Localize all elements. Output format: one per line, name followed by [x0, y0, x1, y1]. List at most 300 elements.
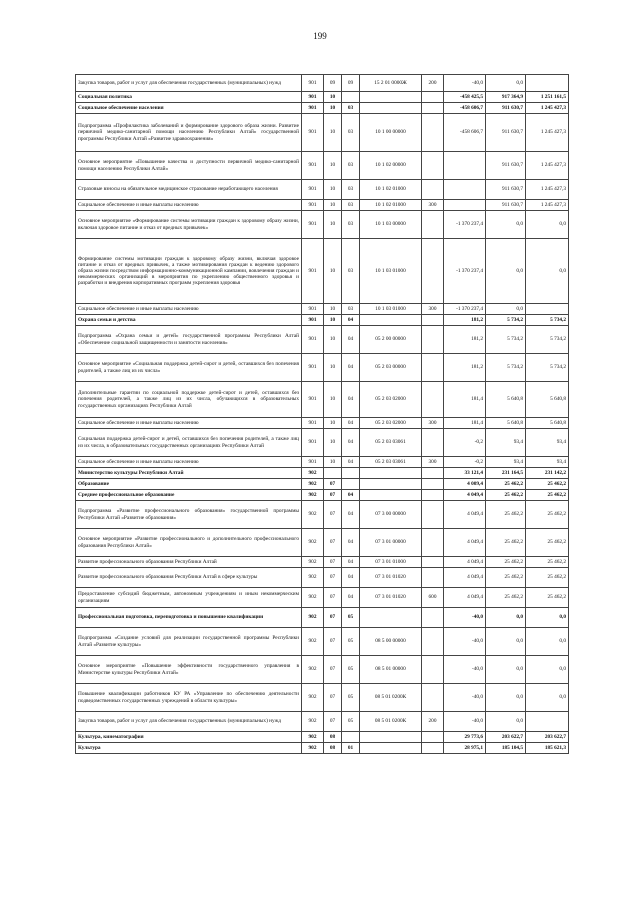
row-value-1-cell: -458 425,5 [444, 92, 486, 103]
row-ved-cell: 902 [302, 684, 324, 712]
row-value-2-cell: 0,0 [486, 712, 526, 732]
row-ved-cell: 901 [302, 92, 324, 103]
row-csr-cell [360, 732, 422, 743]
row-ved-cell: 901 [302, 457, 324, 468]
row-rz-cell: 10 [324, 315, 342, 326]
row-name-cell: Дополнительные гарантии по социальной поддержке детей-сирот и детей, оставшихся без попечения родителей, а также лиц из их числа, обучающихся в образовательных государственных организациях Республики Алтай [76, 382, 302, 418]
row-csr-cell: 10 1 00 00000 [360, 114, 422, 152]
row-value-2-cell: 911 630,7 [486, 103, 526, 114]
row-ved-cell: 901 [302, 429, 324, 457]
row-name-cell: Подпрограмма «Профилактика заболеваний и формирование здорового образа жизни. Развитие первичной медико-санитарной помощи населению Республики Алтай» государственной программы Республики Алтай «Развитие здравоохранения» [76, 114, 302, 152]
row-csr-cell: 07 3 01 00000 [360, 529, 422, 557]
row-value-1-cell: 4 049,4 [444, 568, 486, 588]
row-pr-cell: 03 [342, 152, 360, 180]
row-csr-cell: 05 2 03 03061 [360, 429, 422, 457]
row-vr-cell [422, 684, 444, 712]
page-number: 199 [313, 31, 327, 41]
row-vr-cell [422, 211, 444, 239]
row-value-1-cell: 181,4 [444, 418, 486, 429]
row-value-1-cell: -40,0 [444, 656, 486, 684]
row-value-1-cell: -0,2 [444, 457, 486, 468]
row-vr-cell: 200 [422, 75, 444, 92]
row-rz-cell: 07 [324, 557, 342, 568]
table-row [76, 712, 569, 732]
row-value-1-cell: -1 370 237,4 [444, 239, 486, 304]
row-name-cell: Основное мероприятие «Развитие профессионального и дополнительного профессионального образования Республики Алтай» [76, 529, 302, 557]
row-pr-cell: 05 [342, 712, 360, 732]
row-csr-cell: 05 2 00 00000 [360, 326, 422, 354]
row-rz-cell: 10 [324, 429, 342, 457]
row-value-3-cell: 5 734,2 [526, 315, 569, 326]
row-value-2-cell: 185 104,5 [486, 743, 526, 754]
row-ved-cell: 901 [302, 152, 324, 180]
row-rz-cell: 10 [324, 354, 342, 382]
row-value-2-cell: 0,0 [486, 304, 526, 315]
row-pr-cell [342, 468, 360, 479]
table-row [76, 743, 569, 754]
row-pr-cell: 05 [342, 656, 360, 684]
row-vr-cell [422, 608, 444, 628]
table-row [76, 429, 569, 457]
row-value-1-cell [444, 180, 486, 200]
row-csr-cell [360, 92, 422, 103]
row-value-2-cell: 0,0 [486, 239, 526, 304]
row-ved-cell: 902 [302, 743, 324, 754]
table-row [76, 326, 569, 354]
table-row [76, 479, 569, 490]
row-value-3-cell: 5 640,8 [526, 382, 569, 418]
row-csr-cell: 10 1 02 01000 [360, 180, 422, 200]
row-rz-cell: 10 [324, 211, 342, 239]
budget-table [75, 74, 569, 754]
row-rz-cell: 07 [324, 588, 342, 608]
table-row [76, 656, 569, 684]
row-rz-cell: 10 [324, 200, 342, 211]
row-ved-cell: 901 [302, 315, 324, 326]
row-vr-cell: 200 [422, 712, 444, 732]
row-value-3-cell [526, 75, 569, 92]
row-rz-cell: 08 [324, 732, 342, 743]
row-vr-cell [422, 656, 444, 684]
row-ved-cell: 901 [302, 200, 324, 211]
table-row [76, 114, 569, 152]
table-row [76, 732, 569, 743]
row-value-2-cell: 911 630,7 [486, 180, 526, 200]
row-vr-cell [422, 568, 444, 588]
row-value-1-cell: 4 049,4 [444, 557, 486, 568]
row-ved-cell: 902 [302, 501, 324, 529]
row-vr-cell [422, 557, 444, 568]
row-vr-cell [422, 180, 444, 200]
row-value-2-cell: 911 630,7 [486, 200, 526, 211]
row-vr-cell: 300 [422, 304, 444, 315]
row-ved-cell: 901 [302, 180, 324, 200]
row-value-3-cell: 1 245 427,3 [526, 200, 569, 211]
row-ved-cell: 901 [302, 354, 324, 382]
row-ved-cell: 902 [302, 557, 324, 568]
row-ved-cell: 901 [302, 239, 324, 304]
table-row [76, 382, 569, 418]
row-rz-cell: 07 [324, 608, 342, 628]
table-row [76, 557, 569, 568]
row-value-1-cell: -40,0 [444, 608, 486, 628]
row-pr-cell: 05 [342, 684, 360, 712]
row-rz-cell: 10 [324, 304, 342, 315]
row-name-cell: Закупка товаров, работ и услуг для обеспечения государственных (муниципальных) нужд [76, 75, 302, 92]
row-value-3-cell [526, 712, 569, 732]
row-vr-cell [422, 326, 444, 354]
row-ved-cell: 902 [302, 490, 324, 501]
row-value-3-cell: 5 640,8 [526, 418, 569, 429]
row-pr-cell: 04 [342, 315, 360, 326]
row-value-2-cell: 917 364,9 [486, 92, 526, 103]
row-ved-cell: 902 [302, 479, 324, 490]
row-value-2-cell: 25 462,2 [486, 568, 526, 588]
table-row [76, 200, 569, 211]
row-value-1-cell: 4 049,4 [444, 490, 486, 501]
row-name-cell: Социальное обеспечение населения [76, 103, 302, 114]
table-row [76, 92, 569, 103]
row-rz-cell: 10 [324, 103, 342, 114]
row-name-cell: Среднее профессиональное образование [76, 490, 302, 501]
row-vr-cell [422, 743, 444, 754]
row-rz-cell: 07 [324, 529, 342, 557]
table-row [76, 103, 569, 114]
row-name-cell: Социальное обеспечение и иные выплаты населению [76, 418, 302, 429]
row-name-cell: Подпрограмма «Охрана семьи и детей» государственной программы Республики Алтай «Обеспечение социальной защищенности и занятости населения» [76, 326, 302, 354]
row-value-1-cell: -40,0 [444, 628, 486, 656]
row-csr-cell: 07 3 00 00000 [360, 501, 422, 529]
row-name-cell: Основное мероприятие «Социальная поддержка детей-сирот и детей, оставшихся без попечения родителей, а также лиц из их числа» [76, 354, 302, 382]
row-vr-cell [422, 92, 444, 103]
row-pr-cell [342, 732, 360, 743]
row-csr-cell: 10 1 02 00000 [360, 152, 422, 180]
row-csr-cell: 10 1 03 01000 [360, 239, 422, 304]
row-value-1-cell: 4 009,4 [444, 479, 486, 490]
row-vr-cell [422, 152, 444, 180]
row-ved-cell: 902 [302, 608, 324, 628]
row-value-1-cell: 28 975,1 [444, 743, 486, 754]
row-value-1-cell [444, 152, 486, 180]
row-ved-cell: 901 [302, 75, 324, 92]
row-value-1-cell: 4 049,4 [444, 588, 486, 608]
row-rz-cell: 10 [324, 92, 342, 103]
row-name-cell: Развитие профессионального образования Республики Алтай [76, 557, 302, 568]
row-csr-cell: 08 5 01 0200К [360, 712, 422, 732]
row-value-2-cell: 5 734,2 [486, 354, 526, 382]
row-value-3-cell: 231 142,2 [526, 468, 569, 479]
row-value-2-cell: 0,0 [486, 684, 526, 712]
row-ved-cell: 902 [302, 628, 324, 656]
row-ved-cell: 902 [302, 588, 324, 608]
row-pr-cell [342, 92, 360, 103]
row-value-1-cell: 33 121,4 [444, 468, 486, 479]
row-csr-cell: 07 3 01 01000 [360, 557, 422, 568]
row-pr-cell: 04 [342, 529, 360, 557]
row-value-3-cell: 1 245 427,3 [526, 103, 569, 114]
row-ved-cell: 901 [302, 304, 324, 315]
row-value-1-cell: 181,4 [444, 382, 486, 418]
row-value-3-cell: 1 245 427,3 [526, 114, 569, 152]
row-pr-cell: 04 [342, 457, 360, 468]
row-pr-cell: 03 [342, 304, 360, 315]
row-name-cell: Повышение квалификации работников КУ РА «Управление по обеспечению деятельности подведомственных государственных учреждений в области культуры» [76, 684, 302, 712]
row-rz-cell: 07 [324, 490, 342, 501]
row-value-1-cell: -40,0 [444, 712, 486, 732]
row-rz-cell: 07 [324, 712, 342, 732]
row-csr-cell: 15 2 01 0000Ж [360, 75, 422, 92]
table-row [76, 239, 569, 304]
table-row [76, 180, 569, 200]
row-csr-cell: 05 2 03 03061 [360, 457, 422, 468]
row-value-1-cell: 4 049,4 [444, 501, 486, 529]
row-rz-cell: 10 [324, 239, 342, 304]
row-value-3-cell: 185 621,3 [526, 743, 569, 754]
row-value-2-cell: 25 462,2 [486, 501, 526, 529]
row-rz-cell: 08 [324, 743, 342, 754]
row-value-1-cell: 4 049,4 [444, 529, 486, 557]
table-row [76, 684, 569, 712]
row-rz-cell: 10 [324, 418, 342, 429]
row-csr-cell: 05 2 03 02000 [360, 418, 422, 429]
row-value-2-cell: 5 640,8 [486, 418, 526, 429]
row-value-2-cell: 0,0 [486, 656, 526, 684]
row-vr-cell [422, 732, 444, 743]
budget-table-body [76, 75, 569, 754]
row-ved-cell: 901 [302, 211, 324, 239]
row-name-cell: Развитие профессионального образования Республики Алтай в сфере культуры [76, 568, 302, 588]
row-name-cell: Предоставление субсидий бюджетным, автономным учреждениям и иным некоммерческим организациям [76, 588, 302, 608]
row-ved-cell: 901 [302, 382, 324, 418]
row-value-2-cell: 0,0 [486, 608, 526, 628]
row-value-1-cell: -0,2 [444, 429, 486, 457]
table-row [76, 75, 569, 92]
row-value-3-cell: 0,0 [526, 628, 569, 656]
row-value-2-cell: 25 462,2 [486, 588, 526, 608]
row-value-2-cell: 93,4 [486, 457, 526, 468]
row-value-1-cell: -458 606,7 [444, 114, 486, 152]
row-ved-cell: 901 [302, 418, 324, 429]
row-vr-cell: 300 [422, 418, 444, 429]
row-rz-cell: 07 [324, 501, 342, 529]
row-rz-cell: 07 [324, 684, 342, 712]
row-csr-cell [360, 315, 422, 326]
row-name-cell: Основное мероприятие «Формирование системы мотивации граждан к здоровому образу жизни, включая здоровое питание и отказ от вредных привычек» [76, 211, 302, 239]
row-value-2-cell: 5 734,2 [486, 315, 526, 326]
row-pr-cell: 04 [342, 568, 360, 588]
row-csr-cell: 05 2 03 00000 [360, 354, 422, 382]
row-vr-cell [422, 429, 444, 457]
row-value-1-cell: -1 370 237,4 [444, 304, 486, 315]
row-name-cell: Культура, кинематография [76, 732, 302, 743]
row-value-2-cell: 5 640,8 [486, 382, 526, 418]
row-csr-cell [360, 468, 422, 479]
row-ved-cell: 902 [302, 529, 324, 557]
row-rz-cell: 07 [324, 656, 342, 684]
row-value-3-cell [526, 304, 569, 315]
row-rz-cell: 09 [324, 75, 342, 92]
row-rz-cell: 07 [324, 479, 342, 490]
table-row [76, 568, 569, 588]
table-row [76, 501, 569, 529]
row-value-3-cell: 0,0 [526, 684, 569, 712]
row-csr-cell: 07 3 01 01020 [360, 568, 422, 588]
row-value-2-cell: 0,0 [486, 211, 526, 239]
row-vr-cell [422, 382, 444, 418]
row-value-1-cell: -40,0 [444, 75, 486, 92]
row-value-2-cell: 5 734,2 [486, 326, 526, 354]
row-pr-cell: 05 [342, 608, 360, 628]
row-value-1-cell: -40,0 [444, 684, 486, 712]
row-value-3-cell: 203 622,7 [526, 732, 569, 743]
row-rz-cell: 07 [324, 628, 342, 656]
row-name-cell: Культура [76, 743, 302, 754]
row-value-3-cell: 0,0 [526, 239, 569, 304]
row-value-1-cell: 181,2 [444, 326, 486, 354]
row-csr-cell: 10 1 03 00000 [360, 211, 422, 239]
row-name-cell: Охрана семьи и детства [76, 315, 302, 326]
row-vr-cell [422, 354, 444, 382]
row-csr-cell [360, 103, 422, 114]
row-value-3-cell: 25 462,2 [526, 490, 569, 501]
row-vr-cell [422, 501, 444, 529]
row-csr-cell: 10 1 02 01000 [360, 200, 422, 211]
row-vr-cell [422, 479, 444, 490]
table-row [76, 457, 569, 468]
row-pr-cell: 04 [342, 418, 360, 429]
row-value-3-cell: 25 462,2 [526, 588, 569, 608]
row-rz-cell: 10 [324, 180, 342, 200]
row-pr-cell: 04 [342, 501, 360, 529]
row-name-cell: Подпрограмма «Создание условий для реализации государственной программы Республики Алтай «Развитие культуры» [76, 628, 302, 656]
row-name-cell: Министерство культуры Республики Алтай [76, 468, 302, 479]
row-value-1-cell: -458 606,7 [444, 103, 486, 114]
row-rz-cell: 10 [324, 457, 342, 468]
table-row [76, 211, 569, 239]
row-csr-cell [360, 479, 422, 490]
row-name-cell: Формирование системы мотивации граждан к здоровому образу жизни, включая здоровое питание и отказ от вредных привычек, а также мотивирования граждан к ведению здорового образа жизни посредством информационно-коммуникационной кампании, вовлечения граждан и некоммерческих организаций в мероприятия по укреплению общественного здоровья и разработки и внедрения корпоративных программ укрепления здоровья [76, 239, 302, 304]
row-pr-cell: 04 [342, 382, 360, 418]
row-pr-cell: 03 [342, 239, 360, 304]
row-vr-cell: 600 [422, 588, 444, 608]
row-value-3-cell: 25 462,2 [526, 557, 569, 568]
row-value-2-cell: 0,0 [486, 628, 526, 656]
row-pr-cell: 05 [342, 628, 360, 656]
row-csr-cell: 08 5 01 0200К [360, 684, 422, 712]
row-pr-cell [342, 479, 360, 490]
row-name-cell: Социальная политика [76, 92, 302, 103]
row-name-cell: Социальное обеспечение и иные выплаты населению [76, 457, 302, 468]
row-csr-cell [360, 608, 422, 628]
row-rz-cell [324, 468, 342, 479]
row-pr-cell: 04 [342, 490, 360, 501]
row-value-3-cell: 1 245 427,3 [526, 180, 569, 200]
row-vr-cell [422, 315, 444, 326]
row-value-2-cell: 93,4 [486, 429, 526, 457]
row-value-2-cell: 25 462,2 [486, 479, 526, 490]
row-rz-cell: 10 [324, 152, 342, 180]
row-value-3-cell: 93,4 [526, 457, 569, 468]
row-pr-cell: 03 [342, 114, 360, 152]
row-pr-cell: 09 [342, 75, 360, 92]
row-pr-cell: 04 [342, 326, 360, 354]
row-name-cell: Профессиональная подготовка, переподготовка и повышение квалификации [76, 608, 302, 628]
row-value-3-cell: 25 462,2 [526, 479, 569, 490]
row-value-3-cell: 5 734,2 [526, 326, 569, 354]
table-row [76, 490, 569, 501]
row-value-2-cell: 25 462,2 [486, 490, 526, 501]
row-name-cell: Страховые взносы на обязательное медицинское страхование неработающего населения [76, 180, 302, 200]
row-value-3-cell: 25 462,2 [526, 501, 569, 529]
row-ved-cell: 901 [302, 103, 324, 114]
row-csr-cell: 08 5 01 00000 [360, 656, 422, 684]
row-ved-cell: 901 [302, 114, 324, 152]
row-pr-cell: 03 [342, 200, 360, 211]
row-value-2-cell: 0,0 [486, 75, 526, 92]
table-row [76, 608, 569, 628]
row-value-3-cell: 0,0 [526, 608, 569, 628]
row-name-cell: Социальная поддержка детей-сирот и детей, оставшихся без попечения родителей, а также лиц из их числа, в образовательных государственных организациях Республики Алтай [76, 429, 302, 457]
row-ved-cell: 901 [302, 326, 324, 354]
row-vr-cell [422, 103, 444, 114]
row-name-cell: Образование [76, 479, 302, 490]
row-pr-cell: 04 [342, 429, 360, 457]
row-name-cell: Основное мероприятие «Повышение эффективности государственного управления в Министерстве культуры Республики Алтай» [76, 656, 302, 684]
table-row [76, 529, 569, 557]
row-value-1-cell: 29 773,6 [444, 732, 486, 743]
row-vr-cell [422, 529, 444, 557]
row-value-2-cell: 25 462,2 [486, 529, 526, 557]
row-value-2-cell: 911 630,7 [486, 114, 526, 152]
row-vr-cell [422, 628, 444, 656]
row-name-cell: Социальное обеспечение и иные выплаты населению [76, 304, 302, 315]
row-value-2-cell: 911 630,7 [486, 152, 526, 180]
row-value-3-cell: 25 462,2 [526, 529, 569, 557]
row-vr-cell [422, 468, 444, 479]
row-rz-cell: 10 [324, 382, 342, 418]
row-vr-cell [422, 239, 444, 304]
row-value-2-cell: 203 622,7 [486, 732, 526, 743]
table-row [76, 418, 569, 429]
row-value-1-cell: 181,2 [444, 315, 486, 326]
row-name-cell: Социальное обеспечение и иные выплаты населению [76, 200, 302, 211]
row-pr-cell: 01 [342, 743, 360, 754]
table-row [76, 468, 569, 479]
row-name-cell: Подпрограмма «Развитие профессионального образования» государственной программы Республики Алтай «Развитие образования» [76, 501, 302, 529]
row-value-1-cell: -1 370 237,4 [444, 211, 486, 239]
row-value-1-cell [444, 200, 486, 211]
row-name-cell: Закупка товаров, работ и услуг для обеспечения государственных (муниципальных) нужд [76, 712, 302, 732]
row-value-3-cell: 1 251 161,5 [526, 92, 569, 103]
row-pr-cell: 04 [342, 557, 360, 568]
row-value-3-cell: 5 734,2 [526, 354, 569, 382]
row-vr-cell: 300 [422, 200, 444, 211]
row-rz-cell: 10 [324, 326, 342, 354]
row-value-3-cell: 0,0 [526, 656, 569, 684]
row-value-2-cell: 25 462,2 [486, 557, 526, 568]
row-ved-cell: 902 [302, 568, 324, 588]
row-name-cell: Основное мероприятие «Повышение качества и доступности первичной медико-санитарной помощи населению Республики Алтай» [76, 152, 302, 180]
row-ved-cell: 902 [302, 712, 324, 732]
row-pr-cell: 03 [342, 103, 360, 114]
row-ved-cell: 902 [302, 656, 324, 684]
row-pr-cell: 03 [342, 211, 360, 239]
row-csr-cell [360, 490, 422, 501]
row-value-2-cell: 231 164,5 [486, 468, 526, 479]
row-value-3-cell: 0,0 [526, 211, 569, 239]
row-ved-cell: 902 [302, 732, 324, 743]
table-row [76, 588, 569, 608]
